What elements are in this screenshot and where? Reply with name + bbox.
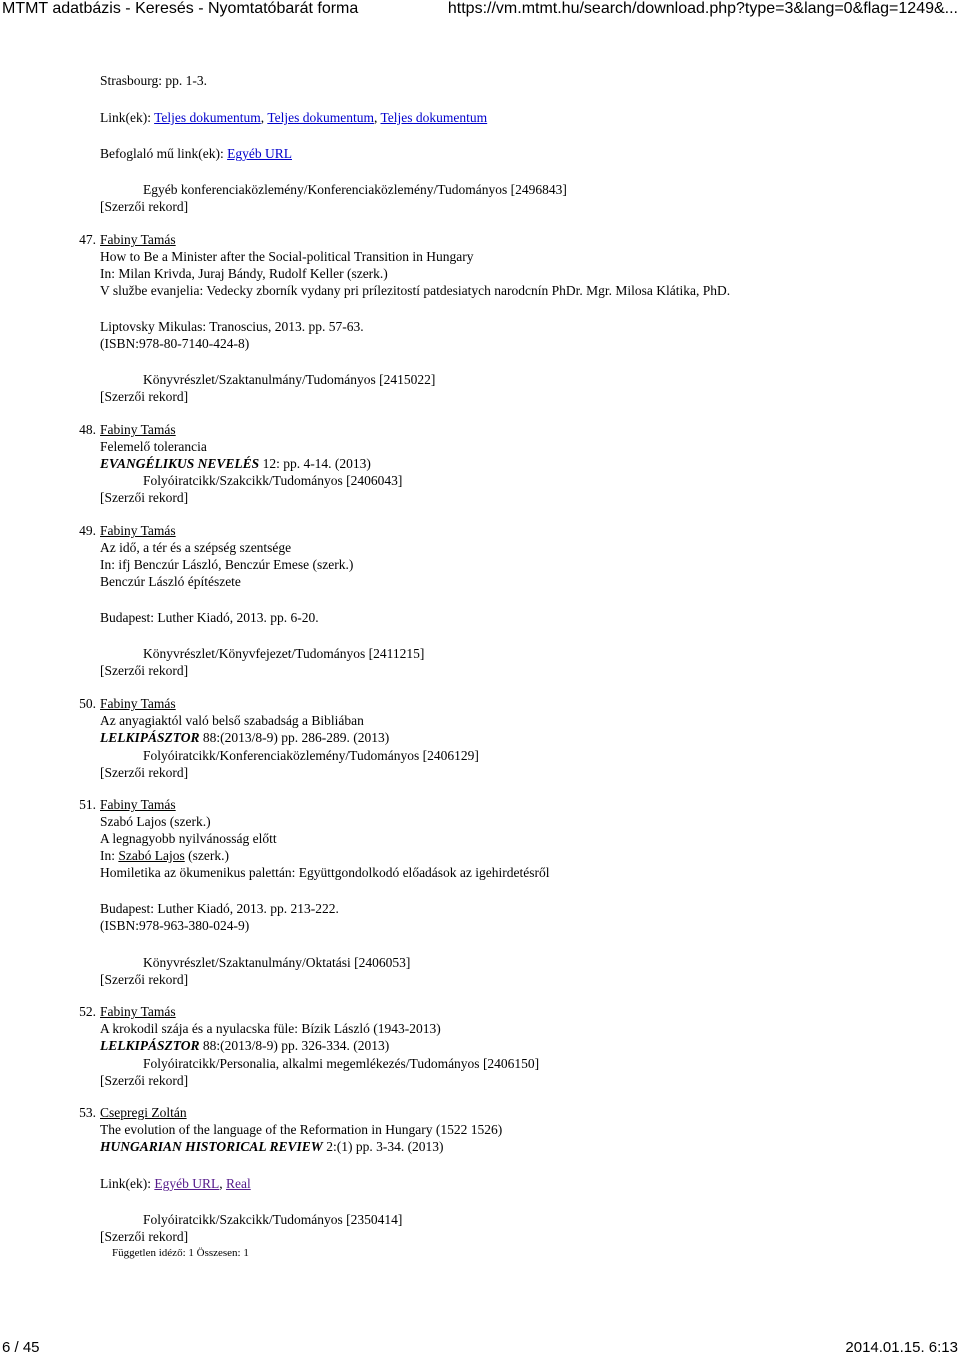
editor-link[interactable]: Szabó Lajos — [118, 848, 185, 863]
editors: In: Szabó Lajos (szerk.) — [100, 848, 229, 863]
full-document-link-1[interactable]: Teljes dokumentum — [154, 110, 261, 125]
author-link[interactable]: Fabiny Tamás — [100, 232, 176, 247]
book-title: Homiletika az ökumenikus palettán: Együttgondolkodó előadások az igehirdetésről — [100, 865, 550, 880]
entry-number: 47. — [79, 232, 96, 247]
entry-title: How to Be a Minister after the Social-political Transition in Hungary — [100, 249, 474, 264]
page-title: MTMT adatbázis - Keresés - Nyomtatóbarát forma — [2, 0, 359, 17]
entry-title: Felemelő tolerancia — [100, 439, 207, 454]
author-link[interactable]: Fabiny Tamás — [100, 696, 176, 711]
author-record: [Szerzői rekord] — [100, 389, 189, 404]
full-document-link-2[interactable]: Teljes dokumentum — [267, 110, 374, 125]
journal-name: EVANGÉLIKUS NEVELÉS — [100, 456, 260, 471]
entry-title: A legnagyobb nyilvánosság előtt — [100, 831, 277, 846]
journal-line: LELKIPÁSZTOR 88:(2013/8-9) pp. 326-334. (2013) — [100, 1038, 390, 1053]
record-type: Folyóiratcikk/Konferenciaközlemény/Tudományos [2406129] — [143, 748, 479, 763]
journal-line: EVANGÉLIKUS NEVELÉS 12: pp. 4-14. (2013) — [100, 456, 371, 471]
author-record: [Szerzői rekord] — [100, 1229, 189, 1244]
entry-number: 53. — [79, 1105, 96, 1120]
author-link[interactable]: Csepregi Zoltán — [100, 1105, 187, 1120]
links-label: Link(ek): — [100, 110, 155, 125]
record-type: Folyóiratcikk/Szakcikk/Tudományos [2350414] — [143, 1212, 403, 1227]
book-title: V službe evanjelia: Vedecky zborník vydany pri prílezitostí patdesiatych narodcnín PhDr. Mgr. Milosa Klátika, PhD. — [100, 283, 731, 298]
isbn: (ISBN:978-963-380-024-9) — [100, 918, 250, 933]
record-type: Könyvrészlet/Szaktanulmány/Oktatási [2406053] — [143, 955, 411, 970]
entry-title: The evolution of the language of the Reformation in Hungary (1522 1526) — [100, 1122, 503, 1137]
browser-print-footer — [0, 1339, 960, 1357]
coauthor: Szabó Lajos (szerk.) — [100, 814, 211, 829]
record-type: Folyóiratcikk/Szakcikk/Tudományos [2406043] — [143, 473, 403, 488]
author-record: [Szerzői rekord] — [100, 765, 189, 780]
entry-number: 49. — [79, 523, 96, 538]
links-line: Link(ek): Egyéb URL, Real — [100, 1176, 251, 1191]
other-url-link[interactable]: Egyéb URL — [154, 1176, 220, 1191]
author-record: [Szerzői rekord] — [100, 1073, 189, 1088]
book-title: Benczúr László építészete — [100, 574, 241, 589]
author-record: [Szerzői rekord] — [100, 972, 189, 987]
author-link[interactable]: Fabiny Tamás — [100, 422, 176, 437]
entry-title: Az anyagiaktól való belső szabadság a Bibliában — [100, 713, 364, 728]
full-document-link-3[interactable]: Teljes dokumentum — [380, 110, 488, 125]
container-links-label: Befoglaló mű link(ek): — [100, 146, 228, 161]
isbn: (ISBN:978-80-7140-424-8) — [100, 336, 250, 351]
author-record: [Szerzői rekord] — [100, 199, 189, 214]
entry-number: 50. — [79, 696, 96, 711]
record-type: Egyéb konferenciaközlemény/Konferenciaközlemény/Tudományos [2496843] — [143, 182, 567, 197]
page-number: 6 / 45 — [2, 1339, 40, 1356]
entry-title: A krokodil szája és a nyulacska füle: Bízik László (1943-2013) — [100, 1021, 441, 1036]
print-datetime: 2014.01.15. 6:13 — [845, 1339, 958, 1356]
entry-title: Az idő, a tér és a szépség szentsége — [100, 540, 292, 555]
entry-number: 52. — [79, 1004, 96, 1019]
links-label: Link(ek): — [100, 1176, 155, 1191]
journal-name: LELKIPÁSZTOR — [100, 1038, 200, 1053]
journal-line: LELKIPÁSZTOR 88:(2013/8-9) pp. 286-289. (2013) — [100, 730, 390, 745]
pub-info: Budapest: Luther Kiadó, 2013. pp. 213-222. — [100, 901, 339, 916]
journal-name: HUNGARIAN HISTORICAL REVIEW — [100, 1139, 323, 1154]
author-link[interactable]: Fabiny Tamás — [100, 797, 176, 812]
page-url: https://vm.mtmt.hu/search/download.php?type=3&lang=0&flag=1249&... — [447, 0, 958, 17]
browser-print-header — [0, 0, 960, 22]
other-url-link[interactable]: Egyéb URL — [227, 146, 292, 161]
record-type: Folyóiratcikk/Personalia, alkalmi megemlékezés/Tudományos [2406150] — [143, 1056, 540, 1071]
journal-name: LELKIPÁSZTOR — [100, 730, 200, 745]
editors: In: Milan Krivda, Juraj Bándy, Rudolf Keller (szerk.) — [100, 266, 388, 281]
journal-line: HUNGARIAN HISTORICAL REVIEW 2:(1) pp. 3-34. (2013) — [100, 1139, 444, 1154]
author-link[interactable]: Fabiny Tamás — [100, 523, 176, 538]
entry-number: 48. — [79, 422, 96, 437]
record-type: Könyvrészlet/Könyvfejezet/Tudományos [2411215] — [143, 646, 425, 661]
pub-info: Budapest: Luther Kiadó, 2013. pp. 6-20. — [100, 610, 319, 625]
real-link[interactable]: Real — [225, 1176, 251, 1191]
author-record: [Szerzői rekord] — [100, 663, 189, 678]
editors: In: ifj Benczúr László, Benczúr Emese (szerk.) — [100, 557, 354, 572]
container-links-line — [100, 146, 292, 162]
pub-info: Liptovsky Mikulas: Tranoscius, 2013. pp. 57-63. — [100, 319, 364, 334]
citation-count: Független idéző: 1 Összesen: 1 — [112, 1247, 249, 1259]
pub-info: Strasbourg: pp. 1-3. — [100, 73, 207, 88]
record-type: Könyvrészlet/Szaktanulmány/Tudományos [2415022] — [143, 372, 436, 387]
author-link[interactable]: Fabiny Tamás — [100, 1004, 176, 1019]
entry-number: 51. — [79, 797, 96, 812]
author-record: [Szerzői rekord] — [100, 490, 189, 505]
links-line: Link(ek): Teljes dokumentum, Teljes dokumentum, Teljes dokumentum — [100, 110, 488, 125]
